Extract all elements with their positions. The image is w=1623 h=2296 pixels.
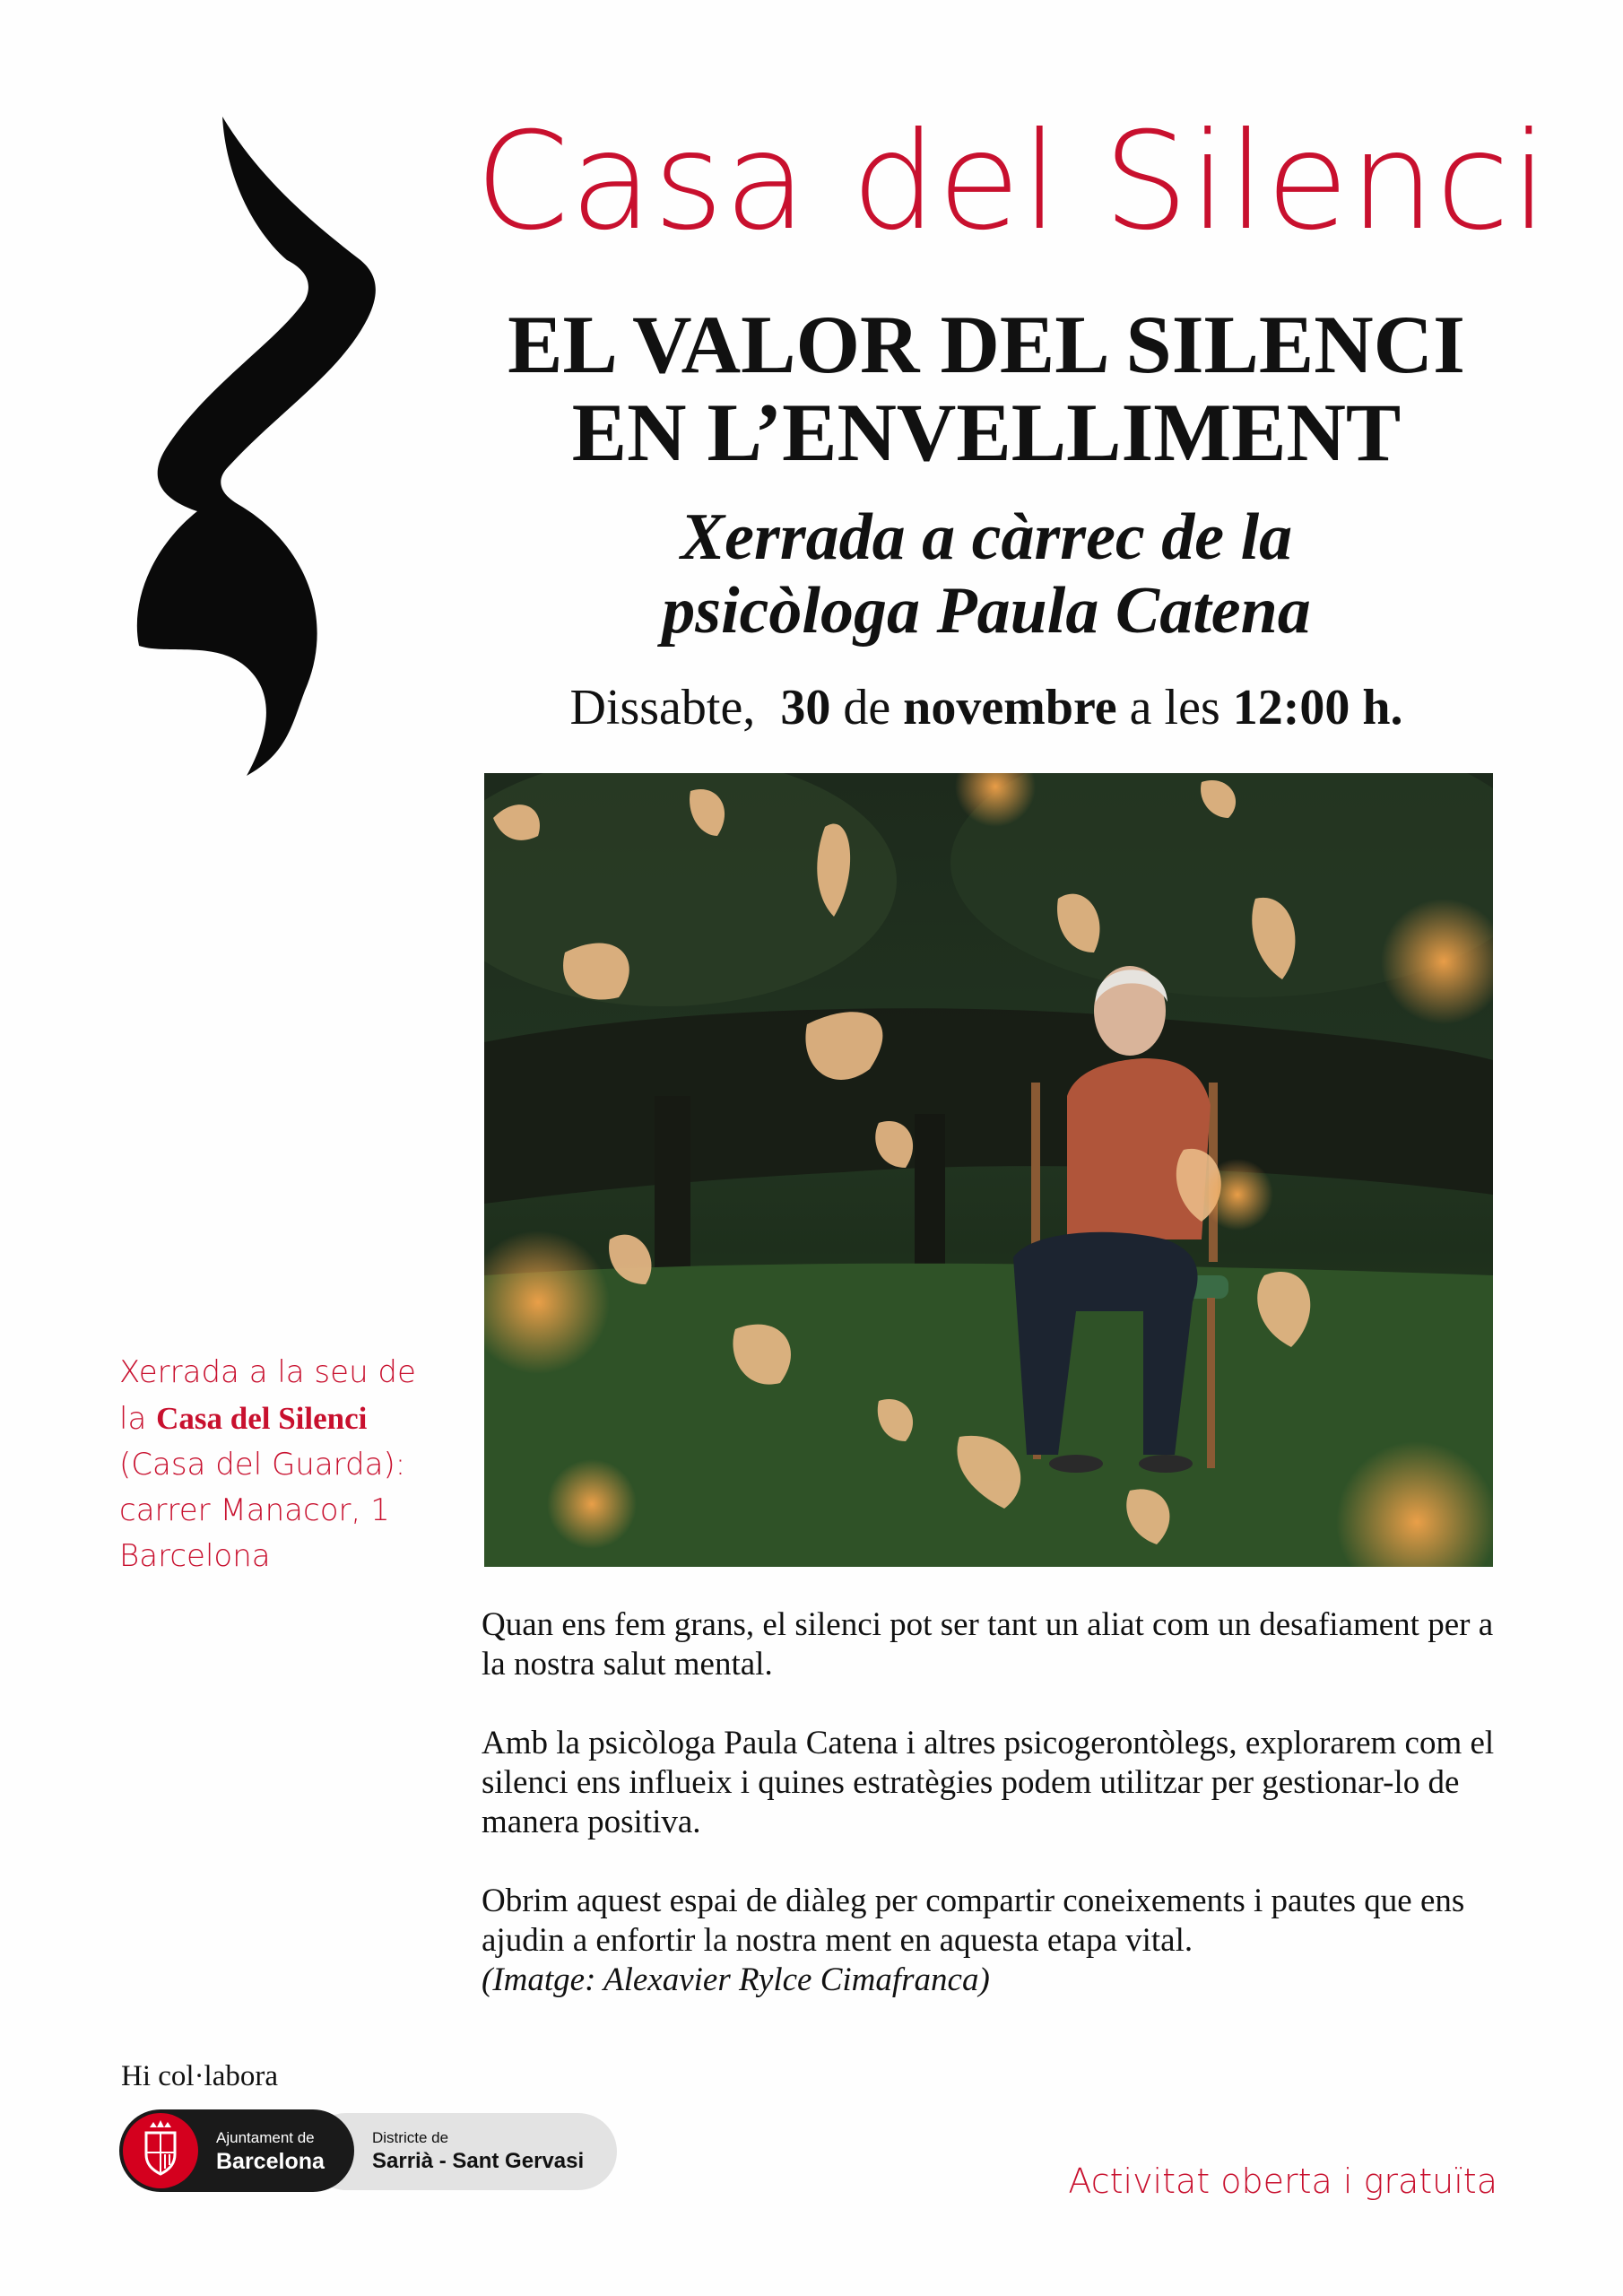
venue-line-1: Xerrada a la seu de xyxy=(119,1354,416,1390)
venue-address: carrer Manacor, 1 xyxy=(119,1492,390,1528)
image-credit: (Imatge: Alexavier Rylce Cimafranca) xyxy=(482,1961,990,1998)
brush-stroke-logo-icon xyxy=(126,117,395,798)
ajuntament-label-small: Ajuntament de xyxy=(216,2129,315,2146)
venue-line-3: (Casa del Guarda): xyxy=(119,1447,406,1483)
free-activity-note: Activitat oberta i gratuïta xyxy=(1068,2161,1497,2201)
barcelona-coat-of-arms-icon xyxy=(123,2113,198,2188)
event-time: 12:00 h. xyxy=(1232,680,1403,735)
collaboration-label: Hi col·labora xyxy=(121,2060,279,2092)
description-paragraph-1: Quan ens fem grans, el silenci pot ser tant un aliat com un desafiament per a la nostra salut mental. xyxy=(482,1606,1494,1683)
description-paragraph-2: Amb la psicòloga Paula Catena i altres psicogerontòlegs, explorarem com el silenci ens influeix i quines estratègies podem utilitzar per gestionar-lo de manera positiva. xyxy=(482,1725,1495,1840)
venue-prefix: la xyxy=(119,1401,147,1437)
event-a-les: a les xyxy=(1129,680,1220,735)
subtitle-line-1: Xerrada a càrrec de la xyxy=(680,500,1293,574)
event-day: Dissabte, xyxy=(569,680,756,735)
venue-city: Barcelona xyxy=(119,1538,271,1574)
headline-line-2: EN L’ENVELLIMENT xyxy=(571,387,1402,478)
event-date-de: de xyxy=(843,680,891,735)
ajuntament-label-big: Barcelona xyxy=(216,2149,325,2174)
brand-title: Casa del Silenci xyxy=(475,104,1549,260)
event-datetime xyxy=(448,677,1524,738)
subtitle xyxy=(448,500,1524,648)
sponsor-logo xyxy=(119,2109,617,2192)
subtitle-line-2: psicòloga Paula Catena xyxy=(662,574,1311,648)
venue-place-name: Casa del Silenci xyxy=(156,1401,368,1436)
description-paragraph-3-text: Obrim aquest espai de diàleg per compartir coneixements i pautes que ens ajudin a enfortir la nostra ment en aquesta etapa vital. xyxy=(482,1883,1465,1959)
venue-info xyxy=(119,1350,460,1579)
headline xyxy=(448,300,1524,476)
event-month: novembre xyxy=(903,680,1117,735)
description xyxy=(482,1605,1495,2000)
description-paragraph-3 xyxy=(482,1882,1495,2000)
event-date-number: 30 xyxy=(780,680,831,735)
venue-line-2 xyxy=(119,1396,460,1442)
district-label-big: Sarrià - Sant Gervasi xyxy=(372,2149,585,2173)
headline-line-1: EL VALOR DEL SILENCI xyxy=(508,299,1465,390)
district-label-small: Districte de xyxy=(372,2129,449,2146)
event-photo xyxy=(484,773,1493,1567)
